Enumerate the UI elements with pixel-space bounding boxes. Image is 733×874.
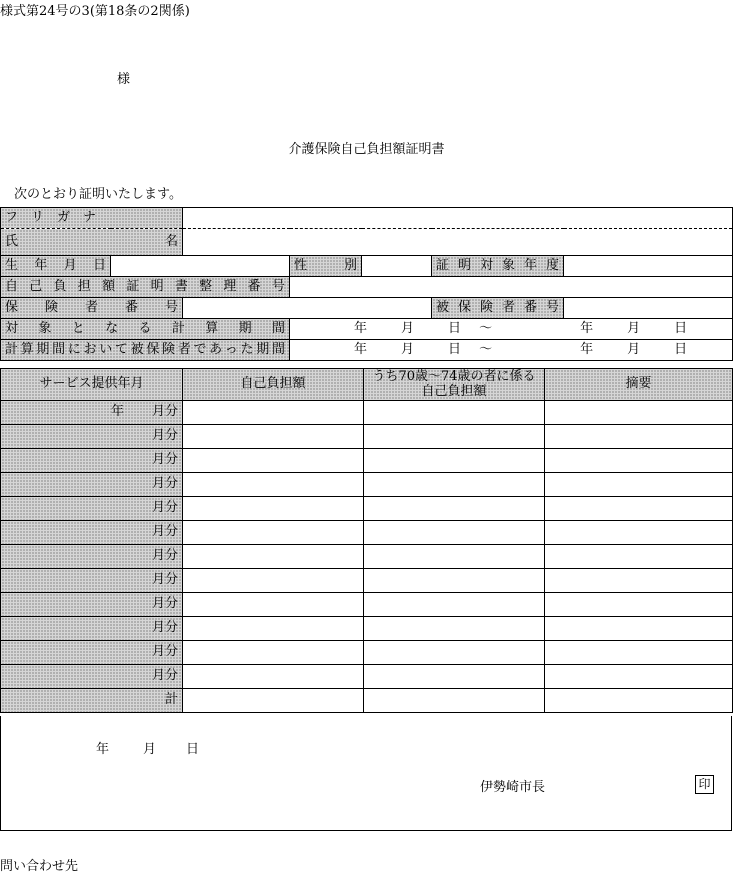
total-remarks-cell[interactable] <box>545 689 733 713</box>
calc-period-field[interactable]: 年 月 日 ～ 年 月 日 <box>290 319 733 340</box>
service-month-cell: 月分 <box>1 641 183 665</box>
self-pay-70-74-cell[interactable] <box>364 665 545 689</box>
service-table <box>0 368 733 713</box>
target-fiscal-year-label: 証 明 対 象 年 度 <box>432 256 564 277</box>
calc-period-row <box>1 319 733 340</box>
self-pay-cell[interactable] <box>183 641 364 665</box>
table-row <box>1 521 733 545</box>
birth-date-field[interactable] <box>111 256 290 277</box>
issuer-name: 伊勢崎市長 <box>480 780 546 795</box>
service-month-cell: 月分 <box>1 473 183 497</box>
total-row <box>1 689 733 713</box>
service-month-cell: 月分 <box>1 497 183 521</box>
addressee-suffix: 様 <box>117 72 131 87</box>
gender-field[interactable] <box>362 256 432 277</box>
remarks-cell[interactable] <box>545 617 733 641</box>
table-row <box>1 425 733 449</box>
insurer-no-label: 保 険 者 番 号 <box>1 298 183 319</box>
insured-no-field[interactable] <box>564 298 733 319</box>
insured-period-field[interactable]: 年 月 日 ～ 年 月 日 <box>290 340 733 361</box>
header-remarks: 摘要 <box>545 369 733 401</box>
remarks-cell[interactable] <box>545 545 733 569</box>
self-pay-70-74-cell[interactable] <box>364 641 545 665</box>
furigana-field[interactable] <box>183 208 733 229</box>
cert-management-no-label: 自 己 負 担 額 証 明 書 整 理 番 号 <box>1 277 290 298</box>
self-pay-cell[interactable] <box>183 449 364 473</box>
self-pay-cell[interactable] <box>183 545 364 569</box>
remarks-cell[interactable] <box>545 449 733 473</box>
self-pay-cell[interactable] <box>183 569 364 593</box>
cert-no-row <box>1 277 733 298</box>
self-pay-cell[interactable] <box>183 425 364 449</box>
insured-no-label: 被 保 険 者 番 号 <box>432 298 564 319</box>
service-month-cell: 月分 <box>1 449 183 473</box>
remarks-cell[interactable] <box>545 665 733 689</box>
contact-label: 問い合わせ先 <box>0 859 79 874</box>
birth-date-label: 生 年 月 日 <box>1 256 111 277</box>
self-pay-cell[interactable] <box>183 665 364 689</box>
gender-label: 性 別 <box>290 256 362 277</box>
service-month-cell: 月分 <box>1 545 183 569</box>
self-pay-70-74-cell[interactable] <box>364 473 545 497</box>
form-code: 様式第24号の3(第18条の2関係) <box>0 4 190 19</box>
info-table <box>0 207 733 361</box>
self-pay-70-74-cell[interactable] <box>364 425 545 449</box>
table-row <box>1 569 733 593</box>
calc-period-label: 対 象 と な る 計 算 期 間 <box>1 319 290 340</box>
table-row <box>1 665 733 689</box>
service-month-cell: 月分 <box>1 617 183 641</box>
self-pay-70-74-cell[interactable] <box>364 497 545 521</box>
cert-management-no-field[interactable] <box>290 277 733 298</box>
self-pay-cell[interactable] <box>183 473 364 497</box>
self-pay-70-74-cell[interactable] <box>364 449 545 473</box>
seal-mark: 印 <box>695 775 714 794</box>
furigana-row <box>1 208 733 229</box>
self-pay-70-74-cell[interactable] <box>364 593 545 617</box>
service-month-cell: 月分 <box>1 569 183 593</box>
self-pay-70-74-cell[interactable] <box>364 401 545 425</box>
total-self-pay-cell[interactable] <box>183 689 364 713</box>
table-row <box>1 593 733 617</box>
self-pay-cell[interactable] <box>183 401 364 425</box>
remarks-cell[interactable] <box>545 497 733 521</box>
name-row <box>1 229 733 256</box>
service-month-cell: 年 月分 <box>1 401 183 425</box>
header-self-pay: 自己負担額 <box>183 369 364 401</box>
self-pay-70-74-cell[interactable] <box>364 569 545 593</box>
service-month-cell: 月分 <box>1 665 183 689</box>
remarks-cell[interactable] <box>545 593 733 617</box>
table-row <box>1 641 733 665</box>
table-row <box>1 473 733 497</box>
self-pay-70-74-cell[interactable] <box>364 545 545 569</box>
service-month-cell: 月分 <box>1 521 183 545</box>
remarks-cell[interactable] <box>545 401 733 425</box>
remarks-cell[interactable] <box>545 521 733 545</box>
issuer-box <box>0 716 732 831</box>
self-pay-70-74-cell[interactable] <box>364 617 545 641</box>
header-service-month: サービス提供年月 <box>1 369 183 401</box>
name-field[interactable] <box>183 229 733 256</box>
remarks-cell[interactable] <box>545 641 733 665</box>
total-self-pay-70-74-cell[interactable] <box>364 689 545 713</box>
header-self-pay-70-74: うち70歳～74歳の者に係る自己負担額 <box>364 369 545 401</box>
table-row <box>1 449 733 473</box>
remarks-cell[interactable] <box>545 425 733 449</box>
insurer-no-field[interactable] <box>183 298 432 319</box>
remarks-cell[interactable] <box>545 473 733 497</box>
table-row <box>1 497 733 521</box>
table-row <box>1 545 733 569</box>
document-title: 介護保険自己負担額証明書 <box>288 142 445 157</box>
service-month-cell: 月分 <box>1 425 183 449</box>
birth-row <box>1 256 733 277</box>
target-fiscal-year-field[interactable] <box>564 256 733 277</box>
insured-period-row <box>1 340 733 361</box>
self-pay-cell[interactable] <box>183 617 364 641</box>
self-pay-cell[interactable] <box>183 593 364 617</box>
name-label: 氏 名 <box>1 229 183 256</box>
self-pay-cell[interactable] <box>183 521 364 545</box>
self-pay-70-74-cell[interactable] <box>364 521 545 545</box>
service-table-header <box>1 369 733 401</box>
insured-period-label: 計 算 期 間 に お い て 被 保 険 者 で あ っ た 期 間 <box>1 340 290 361</box>
furigana-label: フ リ ガ ナ <box>1 208 183 229</box>
table-row <box>1 401 733 425</box>
issue-date: 年 月 日 <box>96 742 200 757</box>
intro-text: 次のとおり証明いたします。 <box>14 187 182 202</box>
self-pay-cell[interactable] <box>183 497 364 521</box>
table-row <box>1 617 733 641</box>
service-month-cell: 月分 <box>1 593 183 617</box>
total-label: 計 <box>1 689 183 713</box>
remarks-cell[interactable] <box>545 569 733 593</box>
insurer-row <box>1 298 733 319</box>
